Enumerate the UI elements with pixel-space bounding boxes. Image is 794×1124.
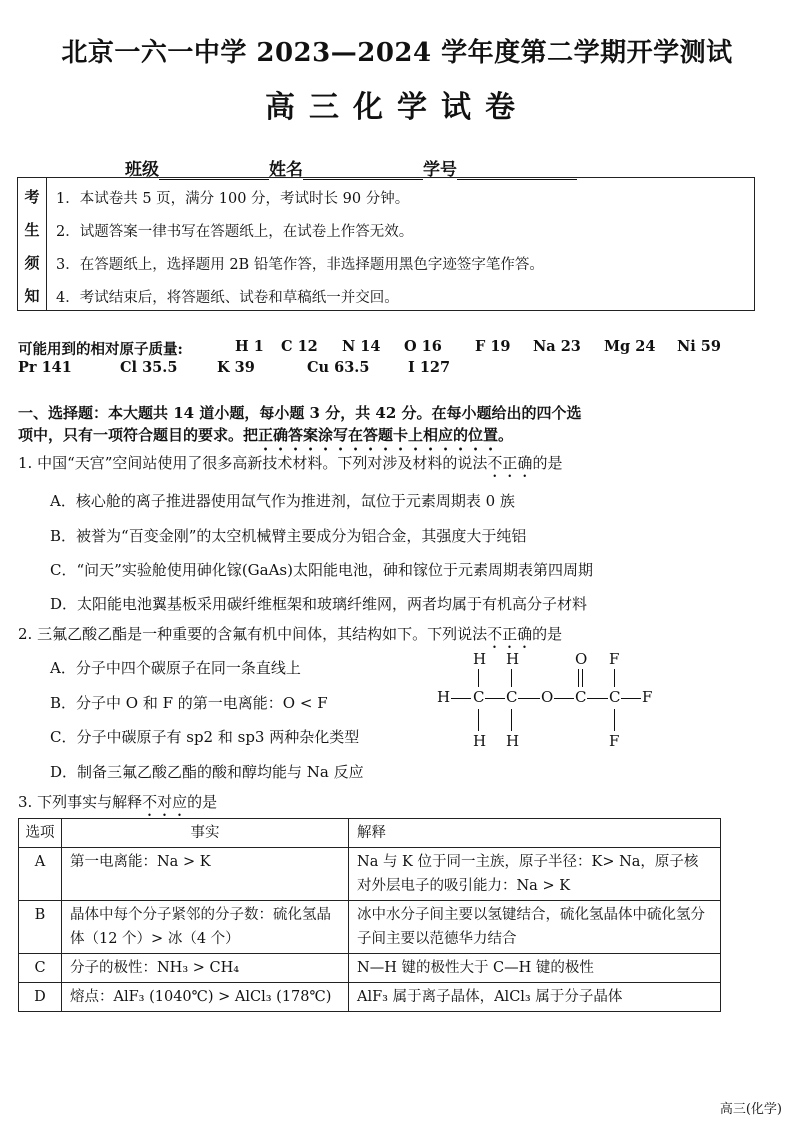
section1-emphasis: 正确答案涂写在答题卡上相应的位置 [258,426,499,444]
table-row [19,954,721,983]
atomic-mass-item: N 14 [342,338,381,355]
bond-line [485,698,505,699]
double-bond-line [582,669,583,687]
table-row [19,848,721,901]
row-explanation: Na 与 K 位于同一主族，原子半径：K> Na，原子核对外层电子的吸引能力：Na > K [349,848,721,901]
atomic-mass-item: Ni 59 [677,338,721,355]
question-text: 2. 三氟乙酸乙酯是一种重要的含氟有机中间体，其结构如下。下列说法 [18,625,488,643]
column-header-option: 选项 [19,819,62,848]
exam-notice-box [17,177,755,311]
atomic-mass-item: Na 23 [533,338,581,355]
row-option: A [19,848,62,901]
notice-side-label [18,178,47,310]
atom-h: H [506,650,520,668]
question-2-option-d: D．制备三氟乙酸乙酯的酸和醇均能与 Na 反应 [50,763,364,781]
question-1-stem [18,452,562,481]
row-explanation: N—H 键的极性大于 C—H 键的极性 [349,954,721,983]
column-header-fact: 事实 [62,819,349,848]
atom-h: H [437,688,451,706]
atom-f: F [642,688,653,706]
question-1-option-c: C．“问天”实验舱使用砷化镓(GaAs)太阳能电池，砷和镓位于元素周期表第四周期 [50,561,593,579]
section1-heading: 一、选择题：本大题共 14 道小题，每小题 3 分，共 42 分。在每小题给出的四个选 [18,404,582,422]
atomic-mass-item: K 39 [217,359,255,376]
bond-line [621,698,641,699]
atomic-mass-label: 可能用到的相对原子质量: [18,341,183,358]
question-2-option-c: C．分子中碳原子有 sp2 和 sp3 两种杂化类型 [50,728,360,746]
atom-c: C [609,688,621,706]
trifluoroacetate-structure [435,650,665,754]
question-1-option-b: B．被誉为“百变金刚”的太空机械臂主要成分为铝合金，其强度大于纯铝 [50,527,527,545]
notice-item: 2．试题答案一律书写在答题纸上，在试卷上作答无效。 [56,224,414,240]
row-option: B [19,901,62,954]
bond-line [451,698,471,699]
exam-header-title: 北京一六一中学 2023—2024 学年度第二学期开学测试 [61,38,733,68]
atom-c: C [473,688,485,706]
atom-f: F [609,732,620,750]
notice-side-char: 须 [24,254,40,272]
exam-subject-title: 高三化学试卷 [265,90,529,125]
atom-h: H [473,650,487,668]
bond-line [614,709,615,731]
atom-h: H [506,732,520,750]
bond-line [518,698,540,699]
atomic-mass-item: C 12 [281,338,318,355]
atom-f: F [609,650,620,668]
section1-text: 项中，只有一项符合题目的要求。把 [18,426,259,444]
bond-line [614,669,615,687]
atom-c: C [575,688,587,706]
column-header-explanation: 解释 [349,819,721,848]
atom-o: O [575,650,588,668]
atomic-mass-item: Mg 24 [604,338,656,355]
row-option: D [19,983,62,1012]
bond-line [511,669,512,687]
notice-item: 4．考试结束后，将答题纸、试卷和草稿纸一并交回。 [56,290,399,306]
row-fact: 分子的极性：NH₃ > CH₄ [62,954,349,983]
question-emphasis: 不正确 [487,454,533,472]
question-1-option-a: A．核心舱的离子推进器使用氙气作为推进剂，氙位于元素周期表 0 族 [50,492,515,510]
section1-heading-cont [18,424,513,454]
notice-item: 3．在答题纸上，选择题用 2B 铅笔作答，非选择题用黑色字迹签字笔作答。 [56,257,544,273]
question-2-option-b: B．分子中 O 和 F 的第一电离能：O < F [50,694,328,712]
bond-line [587,698,608,699]
atom-h: H [473,732,487,750]
question-2-stem [18,623,562,652]
row-fact: 晶体中每个分子紧邻的分子数：硫化氢晶体（12 个）> 冰（4 个） [62,901,349,954]
row-fact: 第一电离能：Na > K [62,848,349,901]
atomic-mass-item: I 127 [408,359,451,376]
question-3-stem [18,791,217,820]
notice-item: 1．本试卷共 5 页，满分 100 分，考试时长 90 分钟。 [56,191,410,207]
row-explanation: AlF₃ 属于离子晶体，AlCl₃ 属于分子晶体 [349,983,721,1012]
atom-c: C [506,688,518,706]
row-option: C [19,954,62,983]
question-text: 1. 中国“天宫”空间站使用了很多高新技术材料。下列对涉及材料的说法 [18,454,488,472]
atom-o: O [541,688,554,706]
bond-line [554,698,574,699]
question-2-option-a: A．分子中四个碳原子在同一条直线上 [50,659,301,677]
question-3-table [18,818,721,1012]
row-fact: 熔点：AlF₃ (1040℃) > AlCl₃ (178℃) [62,983,349,1012]
row-explanation: 冰中水分子间主要以氢键结合，硫化氢晶体中硫化氢分子间主要以范德华力结合 [349,901,721,954]
bond-line [478,709,479,731]
id-label: 学号 [423,160,457,180]
name-label: 姓名 [269,160,303,180]
double-bond-line [578,669,579,687]
section1-text: 。 [498,426,514,444]
atomic-mass-item: Cu 63.5 [307,359,370,376]
table-row [19,983,721,1012]
question-text: 3. 下列事实与解释 [18,793,143,811]
question-text: 的是 [532,454,563,472]
question-text: 的是 [187,793,218,811]
table-header-row [19,819,721,848]
atomic-mass-item: F 19 [475,338,511,355]
atomic-mass-item: Cl 35.5 [120,359,178,376]
notice-side-char: 生 [24,221,40,239]
question-1-option-d: D．太阳能电池翼基板采用碳纤维框架和玻璃纤维网，两者均属于有机高分子材料 [50,595,588,613]
question-emphasis: 不正确 [487,625,533,643]
bond-line [511,709,512,731]
atomic-mass-item: O 16 [404,338,442,355]
notice-side-char: 知 [24,287,40,305]
notice-side-char: 考 [24,188,40,206]
class-label: 班级 [125,160,159,180]
question-text: 的是 [532,625,563,643]
atomic-mass-item: H 1 [235,338,264,355]
atomic-mass-item: Pr 141 [18,359,72,376]
table-row [19,901,721,954]
page-footer: 高三(化学) [719,1102,782,1117]
bond-line [478,669,479,687]
question-emphasis: 不对应 [142,793,188,811]
